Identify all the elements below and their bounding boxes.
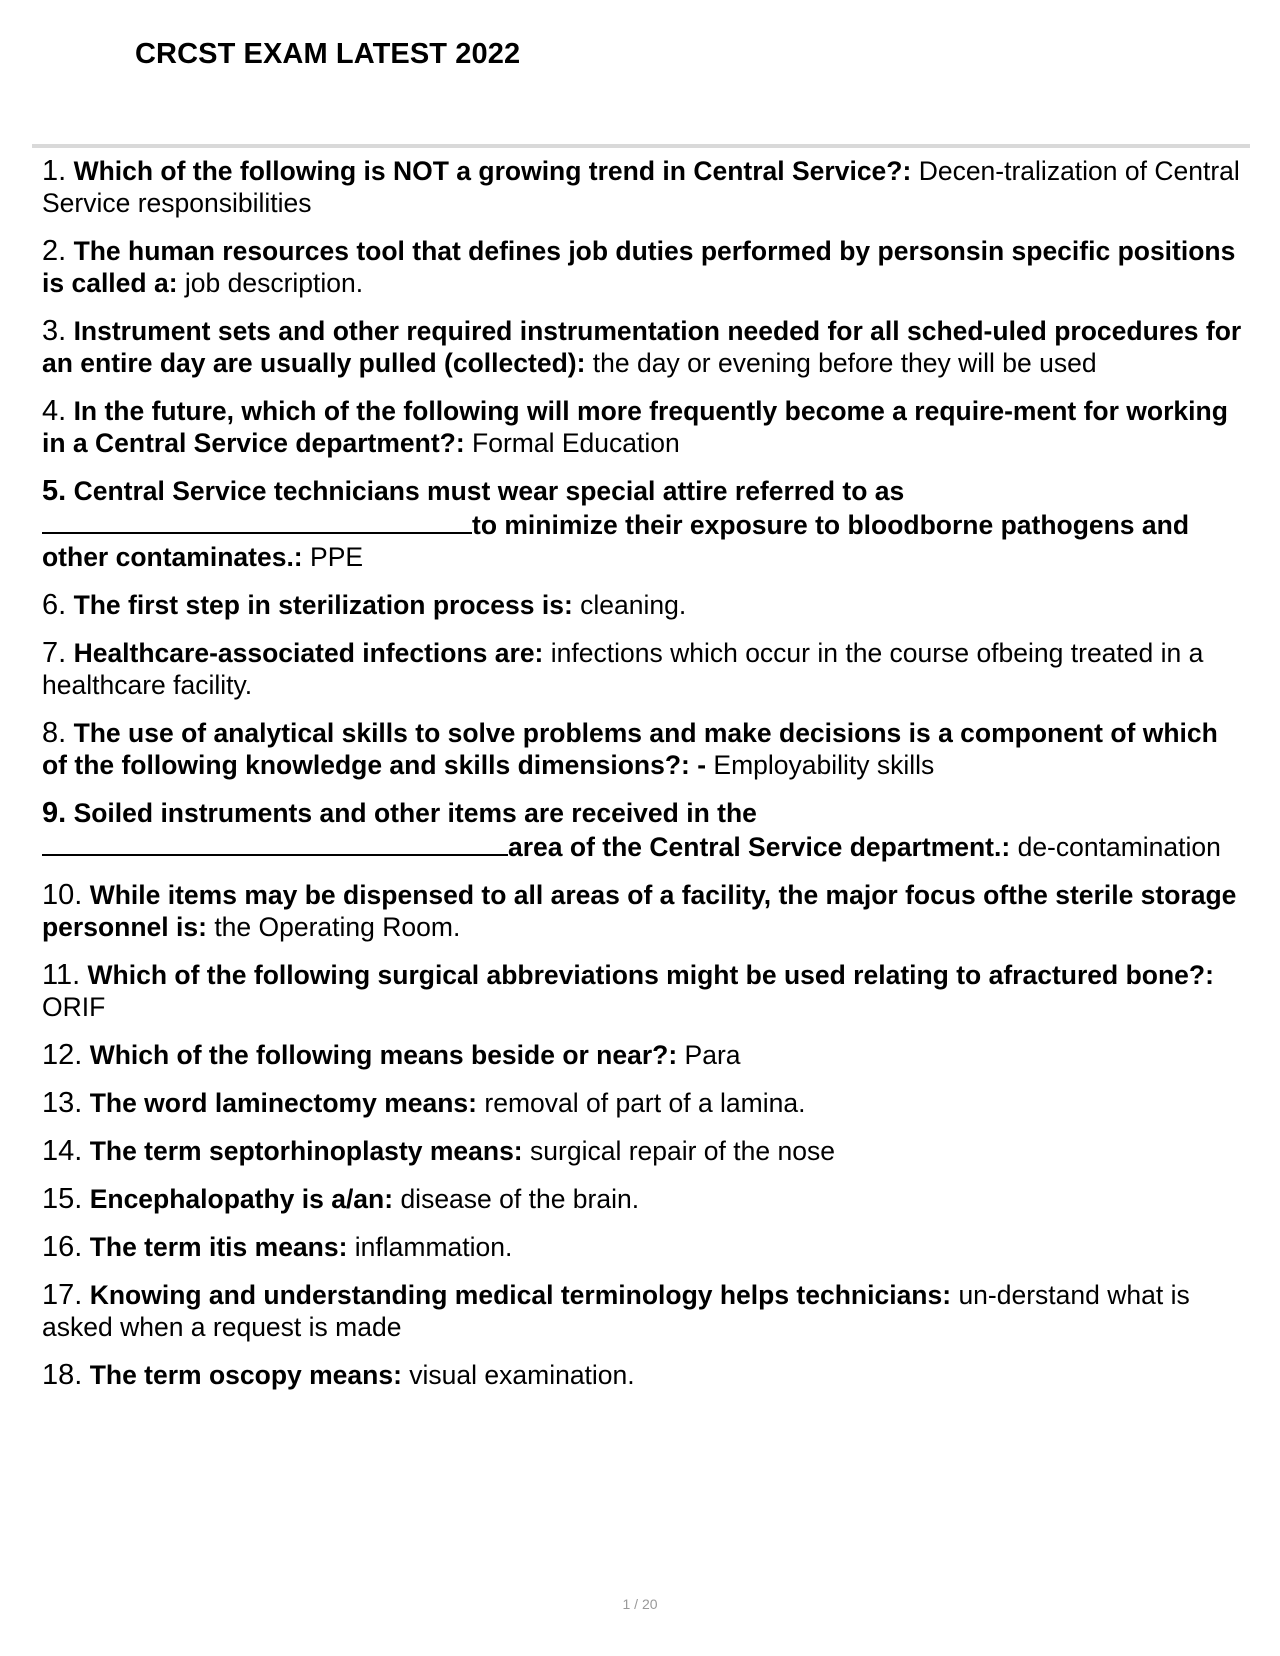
- answer-text: removal of part of a lamina.: [484, 1088, 806, 1118]
- question-item-14: [42, 1135, 1242, 1167]
- question-text: Encephalopathy is a/an:: [89, 1184, 394, 1214]
- question-number: 7.: [42, 637, 67, 669]
- question-number: 3.: [42, 315, 67, 347]
- question-item-13: [42, 1087, 1242, 1119]
- question-number: 10.: [42, 879, 83, 911]
- question-item-16: [42, 1231, 1242, 1263]
- question-text-continued: to minimize their exposure to bloodborne pathogens and other contaminates.:: [42, 510, 1190, 572]
- question-number: 13.: [42, 1087, 83, 1119]
- question-item-7: [42, 637, 1242, 701]
- question-text: Soiled instruments and other items are received in the: [73, 798, 757, 828]
- question-text-continued: area of the Central Service department.:: [508, 832, 1011, 862]
- question-item-17: [42, 1279, 1242, 1343]
- question-item-12: [42, 1039, 1242, 1071]
- fill-in-blank: [42, 507, 472, 534]
- answer-text: Para: [684, 1040, 741, 1070]
- question-text: The term itis means:: [89, 1232, 348, 1262]
- question-item-5: [42, 475, 1242, 573]
- question-text: In the future, which of the following will more frequently become a require-ment for working in a Central Service department?:: [42, 396, 1228, 458]
- question-text: The first step in sterilization process is:: [73, 590, 573, 620]
- question-text: The term oscopy means:: [89, 1360, 402, 1390]
- answer-text: surgical repair of the nose: [530, 1136, 835, 1166]
- question-text: The term septorhinoplasty means:: [89, 1136, 523, 1166]
- question-number: 12.: [42, 1039, 83, 1071]
- question-text: The use of analytical skills to solve problems and make decisions is a component of which of the following knowledge and skills dimensions?: -: [42, 718, 1218, 780]
- question-number: 2.: [42, 235, 67, 267]
- question-item-1: [42, 155, 1242, 219]
- question-number: 15.: [42, 1183, 83, 1215]
- question-number: 1.: [42, 155, 67, 187]
- question-text: Which of the following means beside or near?:: [89, 1040, 678, 1070]
- document-title: CRCST EXAM LATEST 2022: [135, 38, 521, 70]
- question-text: Instrument sets and other required instrumentation needed for all sched-uled procedures for an entire day are usually pulled (collected):: [42, 316, 1242, 378]
- question-text: Healthcare-associated infections are:: [73, 638, 544, 668]
- answer-text: disease of the brain.: [400, 1184, 640, 1214]
- question-text: The word laminectomy means:: [89, 1088, 477, 1118]
- question-item-18: [42, 1359, 1242, 1391]
- answer-text: Decen-tralization of Central Service responsibilities: [42, 156, 1240, 218]
- answer-text: ORIF: [42, 992, 106, 1022]
- question-number: 14.: [42, 1135, 83, 1167]
- question-number: 17.: [42, 1279, 83, 1311]
- question-list: [42, 155, 1242, 1407]
- question-item-15: [42, 1183, 1242, 1215]
- answer-text: Formal Education: [472, 428, 680, 458]
- question-item-8: [42, 717, 1242, 781]
- answer-text: job description.: [184, 268, 364, 298]
- question-item-2: [42, 235, 1242, 299]
- question-number: 9.: [42, 797, 67, 829]
- question-text: While items may be dispensed to all areas of a facility, the major focus ofthe sterile storage personnel is:: [42, 880, 1237, 942]
- question-number: 6.: [42, 589, 67, 621]
- question-number: 16.: [42, 1231, 83, 1263]
- question-item-4: [42, 395, 1242, 459]
- answer-text: the day or evening before they will be used: [592, 348, 1097, 378]
- fill-in-blank: [42, 829, 508, 856]
- answer-text: the Operating Room.: [214, 912, 461, 942]
- title-divider: [32, 144, 1250, 148]
- question-text: Knowing and understanding medical terminology helps technicians:: [89, 1280, 952, 1310]
- answer-text: cleaning.: [580, 590, 687, 620]
- answer-text: PPE: [310, 542, 364, 572]
- question-text: Which of the following is NOT a growing trend in Central Service?:: [73, 156, 912, 186]
- question-text: Which of the following surgical abbreviations might be used relating to afractured bone?:: [87, 960, 1214, 990]
- question-text: The human resources tool that defines job duties performed by personsin specific positions is called a:: [42, 236, 1236, 298]
- question-number: 4.: [42, 395, 67, 427]
- answer-text: un-derstand what is asked when a request is made: [42, 1280, 1190, 1342]
- question-number: 8.: [42, 717, 67, 749]
- question-item-10: [42, 879, 1242, 943]
- question-item-3: [42, 315, 1242, 379]
- question-number: 18.: [42, 1359, 83, 1391]
- page-counter: 1 / 20: [622, 1596, 658, 1612]
- question-number: 11.: [42, 959, 81, 991]
- answer-text: inflammation.: [354, 1232, 513, 1262]
- answer-text: Employability skills: [713, 750, 935, 780]
- answer-text: visual examination.: [409, 1360, 635, 1390]
- answer-text: infections which occur in the course ofbeing treated in a healthcare facility.: [42, 638, 1204, 700]
- question-item-9: [42, 797, 1242, 863]
- answer-text: de-contamination: [1017, 832, 1221, 862]
- question-text: Central Service technicians must wear special attire referred to as: [73, 476, 905, 506]
- question-item-6: [42, 589, 1242, 621]
- question-number: 5.: [42, 475, 67, 507]
- question-item-11: [42, 959, 1242, 1023]
